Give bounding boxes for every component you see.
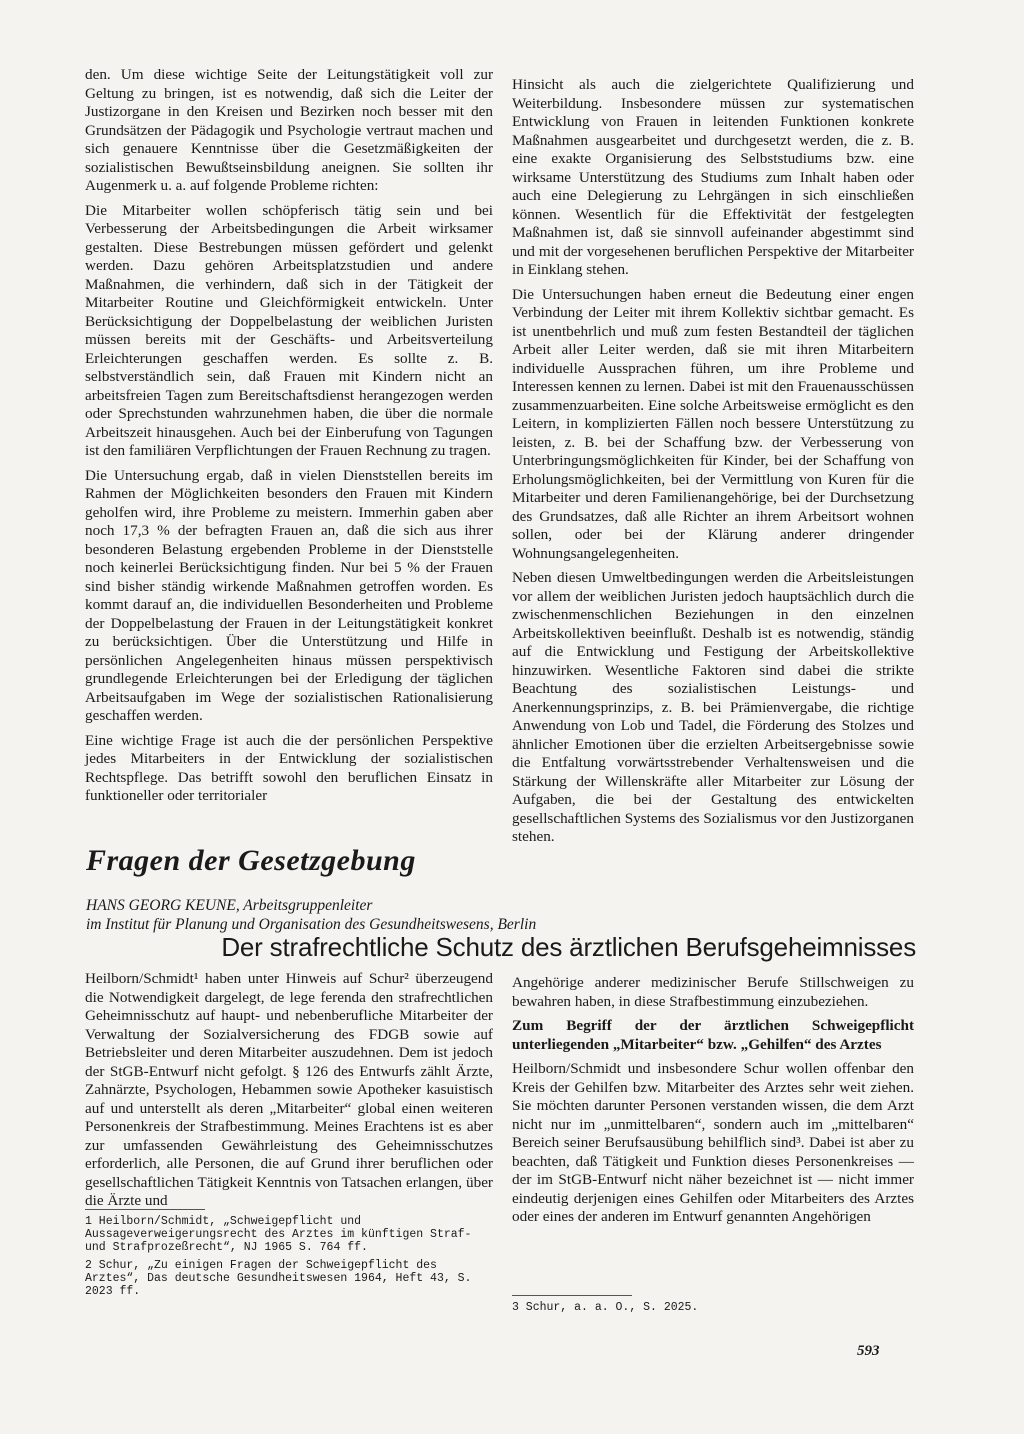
footnote: 2 Schur, „Zu einigen Fragen der Schweigepflicht des Arztes“, Das deutsche Gesundheitswesen 1964, Heft 43, S. 2023 ff. <box>85 1259 472 1298</box>
paragraph: Heilborn/Schmidt¹ haben unter Hinweis auf Schur² überzeugend die Notwendigkeit dargelegt, de lege ferenda den strafrechtlichen Geheimnisschutz auf haupt- und nebenberufliche Mitarbeiter der Verwaltung der Sozialversicherung des FDGB sowie auf Betriebsleiter und deren Mitarbeiter auszudehnen. Dem ist jedoch der StGB-Entwurf nicht gefolgt. § 126 des Entwurfs zählt Ärzte, Zahnärzte, Psychologen, Hebammen sowie Apotheker kasuistisch auf und unterstellt als deren „Mitarbeiter“ global einen weiteren Personenkreis der Strafbestimmung. Meines Erachtens ist es aber zur umfassenden Gewährleistung des Geheimnisschutzes erforderlich, alle Personen, die auf Grund ihrer beruflichen oder gesellschaftlichen Tätigkeit Kenntnis von Tatsachen erlangen, über die Ärzte und <box>85 970 493 1209</box>
section-heading: Fragen der Gesetzgebung <box>86 844 416 877</box>
bottom-right-column <box>512 974 914 1233</box>
paragraph: Eine wichtige Frage ist auch die der persönlichen Perspektive jedes Mitarbeiters in der Entwicklung der sozialistischen Rechtspflege. Das betrifft sowohl den beruflichen Einsatz in funktioneller oder territorialer <box>85 731 493 804</box>
paragraph: Die Untersuchung ergab, daß in vielen Dienststellen bereits im Rahmen der Möglichkeiten besonders den Frauen mit Kindern geholfen wird, ihre Probleme zu meistern. Immerhin gaben aber noch 17,3 % der befragten Frauen an, daß die sich aus ihrer besonderen Belastung ergebenden Probleme in der Dienststelle noch keinerlei Berücksichtigung finden. Nur bei 5 % der Frauen sind bisher ständig wirkende Maßnahmen getroffen worden. Es kommt darauf an, die individuellen Besonderheiten und Probleme der Doppelbelastung der Frauen in der Leitungstätigkeit konkret zu berücksichtigen. Über die Unterstützung und Hilfe in persönlichen Angelegenheiten hinaus müssen perspektivisch grundlegende Erleichterungen bei der Erledigung der täglichen Arbeitsaufgaben im Wege der sozialistischen Rationalisierung geschaffen werden. <box>85 466 493 724</box>
subheading: Zum Begriff der der ärztlichen Schweigepflicht unterliegenden „Mitarbeiter“ bzw. „Gehilfen“ des Arztes <box>512 1017 914 1053</box>
footnote-rule-right <box>512 1295 632 1296</box>
paragraph: Angehörige anderer medizinischer Berufe Stillschweigen zu bewahren haben, in diese Strafbestimmung einzubeziehen. <box>512 974 914 1010</box>
bottom-left-column <box>85 970 493 1217</box>
paragraph: Heilborn/Schmidt und insbesondere Schur wollen offenbar den Kreis der Gehilfen bzw. Mitarbeiter des Arztes sehr weit ziehen. Sie möchten darunter Personen verstanden wissen, die dem Arzt nicht nur im „unmittelbaren“, sondern auch im „mittelbaren“ Bereich seiner Berufsausübung behilflich sind³. Dabei ist aber zu beachten, daß Tätigkeit und Funktion dieses Personenkreises — der im StGB-Entwurf nicht näher bezeichnet ist — nicht immer eindeutig derjenigen eines Gehilfen oder Mitarbeiters des Arztes oder eines der anderen im Entwurf genannten Angehörigen <box>512 1060 914 1225</box>
article-title: Der strafrechtliche Schutz des ärztlichen Berufsgeheimnisses <box>221 932 916 962</box>
top-right-column <box>512 76 914 853</box>
footnotes-left <box>85 1215 493 1303</box>
paragraph: Die Untersuchungen haben erneut die Bedeutung einer engen Verbindung der Leiter mit ihrem Kollektiv sichtbar gemacht. Es ist unentbehrlich und muß zum festen Bestandteil der täglichen Arbeit aller Leiter werden, daß sie mit ihren Mitarbeitern individuelle Aussprachen führen, um ihre Probleme und Interessen kennen zu lernen. Dabei ist mit den Frauenausschüssen zusammenzuarbeiten. Eine solche Arbeitsweise ermöglicht es den Leitern, in komplizierten Fällen noch bessere Unterstützung zu leisten, z. B. bei der Schaffung bzw. der Verbesserung von Unterbringungsmöglichkeiten für Kinder, bei der Schaffung von Erholungsmöglichkeiten, bei der Vermittlung von Kuren für die Mitarbeiter und deren Familienangehörige, bei der Durchsetzung des Grundsatzes, daß alle Richter an ihrem Arbeitsort wohnen sollen, oder bei der Klärung anderer dringender Wohnungsangelegenheiten. <box>512 285 914 562</box>
page-number: 593 <box>857 1343 880 1359</box>
top-left-column <box>85 66 493 812</box>
paragraph: Hinsicht als auch die zielgerichtete Qualifizierung und Weiterbildung. Insbesondere müssen zur systematischen Entwicklung von Frauen in leitenden Funktionen konkrete Maßnahmen ausgearbeitet und durchgesetzt werden, die z. B. eine exakte Organisierung des Selbststudiums bzw. eine wirksame Unterstützung des Studiums zum Inhalt haben oder auch eine Delegierung zu Lehrgängen in sich einschließen können. Wesentlich für die Effektivität der festgelegten Maßnahmen ist, daß sie sinnvoll aufeinander abgestimmt sind und mit der vorgesehenen beruflichen Perspektive der Mitarbeiter in Einklang stehen. <box>512 76 914 278</box>
footnote: 3 Schur, a. a. O., S. 2025. <box>512 1301 699 1314</box>
paragraph: Neben diesen Umweltbedingungen werden die Arbeitsleistungen vor allem der weiblichen Juristen jedoch hauptsächlich durch die zwischenmenschlichen Beziehungen in den einzelnen Arbeitskollektiven beeinflußt. Deshalb ist es notwendig, ständig auf die Entwicklung und Festigung der Arbeitskollektive hinzuwirken. Wesentliche Faktoren sind dabei die strikte Beachtung des sozialistischen Leistungs- und Anerkennungsprinzips, z. B. bei Prämienvergabe, die richtige Anwendung von Lob und Tadel, die Förderung des Stolzes und ähnlicher Emotionen über die erzielten Arbeitsergebnisse sowie die Entfaltung vorwärtsstrebender Verhaltensweisen und die Stärkung der Willenskräfte aller Mitarbeiter zur Lösung der Aufgaben, die bei der Gestaltung des entwickelten gesellschaftlichen Systems des Sozialismus vor den Justizorganen stehen. <box>512 569 914 845</box>
author-name-line: HANS GEORG KEUNE, Arbeitsgruppenleiter <box>86 897 373 914</box>
footnote: 1 Heilborn/Schmidt, „Schweigepflicht und Aussageverweigerungsrecht des Arztes im künftigen Straf- und Strafprozeßrecht“, NJ 1965 S. 764 ff. <box>85 1215 472 1254</box>
paragraph: den. Um diese wichtige Seite der Leitungstätigkeit voll zur Geltung zu bringen, ist es notwendig, daß sich die Leiter der Justizorgane in den Kreisen und Bezirken noch besser mit den Grundsätzen der Pädagogik und Psychologie vertraut machen und sich genauere Kenntnisse über die Gesetzmäßigkeiten der sozialistischen Bewußtseinsbildung aneignen. Sie sollten ihr Augenmerk u. a. auf folgende Probleme richten: <box>85 66 493 194</box>
footnote-rule-left <box>85 1209 205 1210</box>
author-affiliation-line: im Institut für Planung und Organisation des Gesundheitswesens, Berlin <box>86 916 537 933</box>
footnotes-right <box>512 1301 914 1319</box>
author-block <box>86 896 536 934</box>
paragraph: Die Mitarbeiter wollen schöpferisch tätig sein und bei Verbesserung der Arbeitsbedingungen die Arbeit wirksamer gestalten. Diese Bestrebungen müssen gefördert und gelenkt werden. Dazu gehören Arbeitsplatzstudien und andere Maßnahmen, die verhindern, daß sich in der Tätigkeit der Mitarbeiter Routine und Gleichförmigkeit entwickeln. Unter Berücksichtigung der Doppelbelastung der weiblichen Juristen müssen bereits mit der Geschäfts- und Arbeitsverteilung Erleichterungen geschaffen werden. Es sollte z. B. selbstverständlich sein, daß Frauen mit Kindern nicht an arbeitsfreien Tagen zum Bereitschaftsdienst herangezogen werden oder Sprechstunden wahrzunehmen haben, die über die normale Arbeitszeit hinausgehen. Auch bei der Einberufung von Tagungen ist den familiären Verpflichtungen der Frauen Rechnung zu tragen. <box>85 201 493 459</box>
